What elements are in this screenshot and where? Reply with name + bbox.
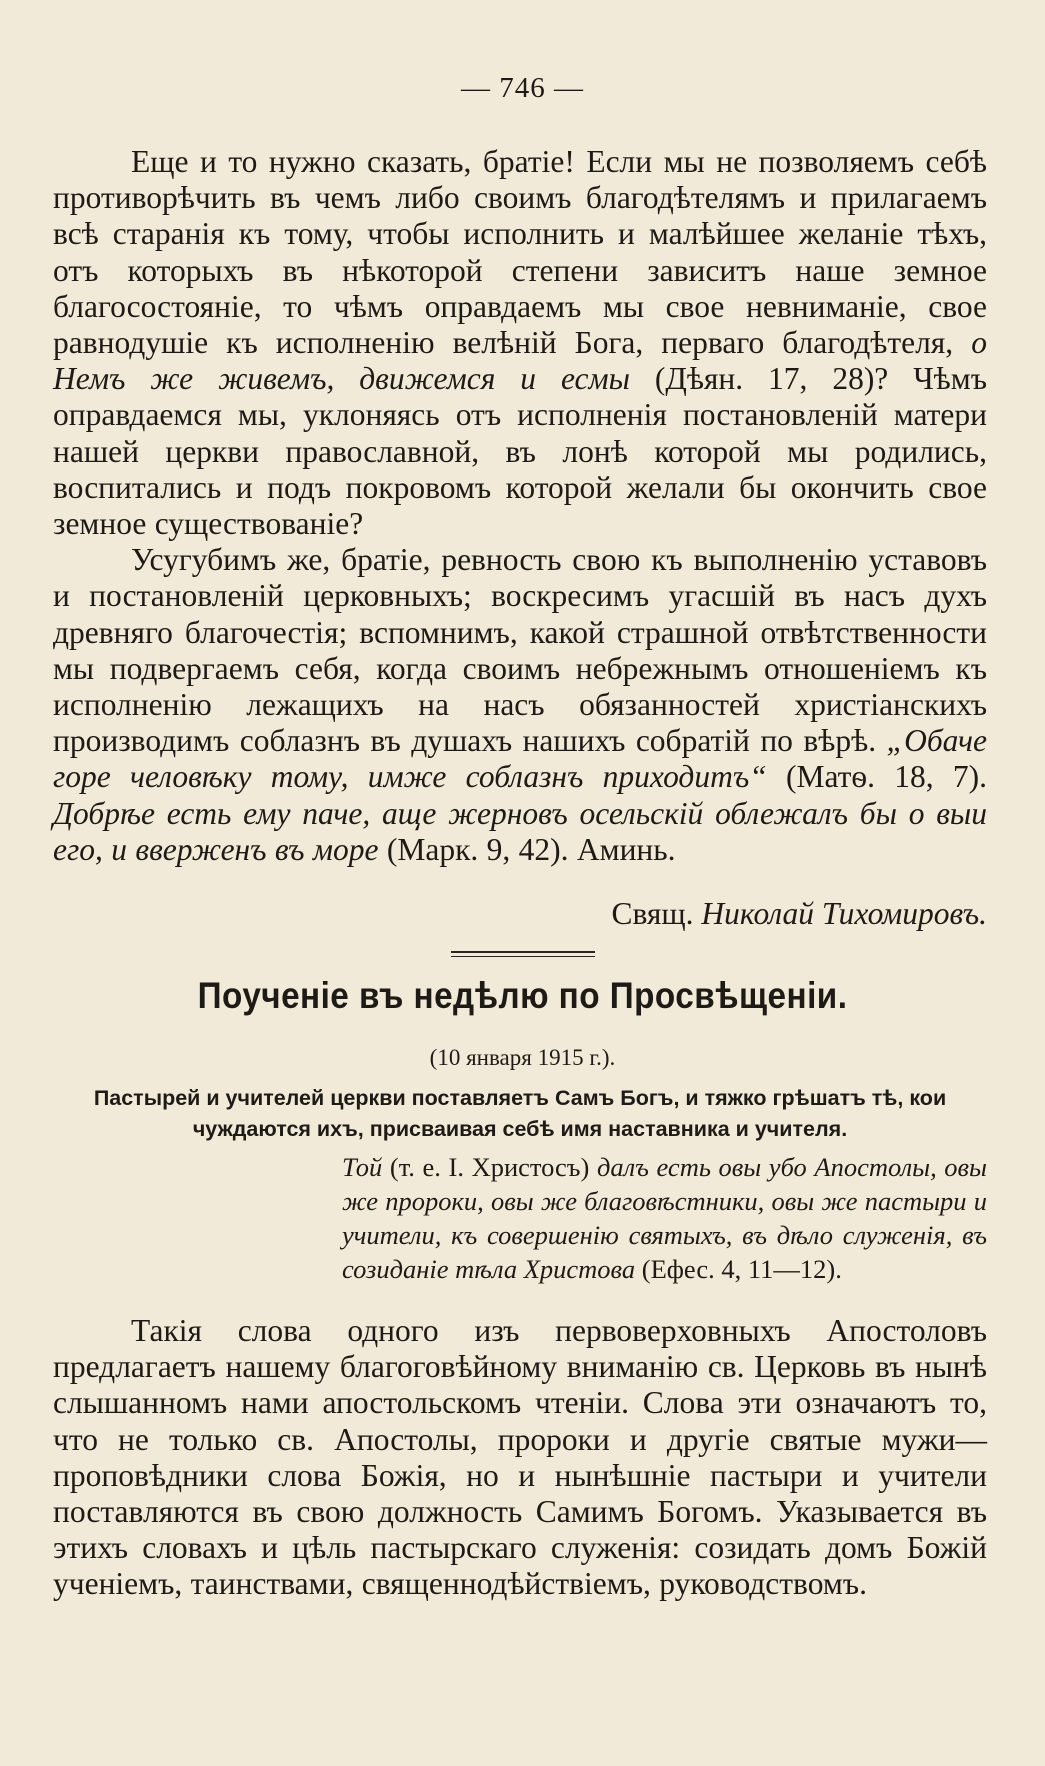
signature-prefix: Свящ.: [611, 896, 702, 931]
paragraph-2: [53, 542, 987, 868]
signature-name: Николай Тихомировъ.: [701, 896, 987, 931]
sermon-title: Поученіе въ недѣлю по Просвѣщеніи.: [197, 975, 848, 1016]
paragraph-2-text-a: Усугубимъ же, братіе, ревность свою къ выполненію уставовъ и постановленій церковныхъ; воскресимъ угасшій въ насъ духъ древняго благочестія; вспомнимъ, какой страшной отвѣтственности мы подвергаемъ себя, когда своимъ небрежнымъ отношеніемъ къ исполненію лежащихъ на насъ обязанностей христіанскихъ производимъ соблазнъ въ душахъ нашихъ собратій по вѣрѣ.: [53, 542, 987, 759]
sermon-body: [53, 1313, 987, 1603]
paragraph-2-text-c: (Марк. 9, 42). Аминь.: [378, 831, 676, 867]
epigraph-text-a: (т. е. І. Христосъ): [382, 1152, 597, 1182]
page-number: — 746 —: [461, 72, 584, 104]
sermon-thesis: Пастырей и учителей церкви поставляетъ Самъ Богъ, и тяжко грѣшатъ тѣ, кои чуждаются ихъ, присваивая себѣ имя наставника и учителя.: [93, 1086, 947, 1141]
scripture-quote-mark: Добрѣе есть ему паче, аще жерновъ осельскій облежалъ бы о выи его, и вверженъ въ море: [53, 795, 987, 867]
paragraph-1-text-a: Еще и то нужно сказать, братіе! Если мы не позволяемъ себѣ противорѣчить въ чемъ либо своимъ благодѣтелямъ и прилагаемъ всѣ старанія къ тому, чтобы исполнить и малѣйшее желаніе тѣхъ, отъ которыхъ въ нѣкоторой степени зависитъ наше земное благосостояніе, то чѣмъ оправдаемъ мы свое невниманіе, свое равнодушіе къ исполненію велѣній Бога, перваго благодѣтеля,: [53, 144, 987, 361]
epigraph-reference: (Ефес. 4, 11—12).: [635, 1254, 842, 1284]
scripture-quote-matthew: „Обаче горе человѣку тому, имже соблазнъ приходитъ“: [53, 723, 987, 795]
epigraph: [342, 1150, 987, 1286]
signature: [611, 896, 987, 932]
section-divider: [451, 951, 595, 957]
sermon-ending: [53, 144, 987, 868]
scripture-quote-acts: о Немъ же живемъ, движемся и есмы: [53, 325, 987, 397]
paragraph-1-text-b: (Дѣян. 17, 28)? Чѣмъ оправдаемся мы, уклоняясь отъ исполненія постановленій матери нашей церкви православной, въ лонѣ которой мы родились, воспитались и подъ покровомъ которой желали бы окончить свое земное существованіе?: [53, 361, 987, 542]
paragraph-3: Такія слова одного изъ первоверховныхъ Апостоловъ предлагаетъ нашему благоговѣйному вниманію св. Церковь въ нынѣ слышанномъ нами апостольскомъ чтеніи. Слова эти означаютъ то, что не только св. Апостолы, пророки и другіе святые мужи—проповѣдники слова Божія, но и нынѣшніе пастыри и учители поставляются въ свою должность Самимъ Богомъ. Указывается въ этихъ словахъ и цѣль пастырскаго служенія: созидать домъ Божій ученіемъ, таинствами, священнодѣйствіемъ, руководствомъ.: [53, 1313, 987, 1602]
epigraph-quote-start: Той: [342, 1152, 383, 1182]
sermon-date: (10 января 1915 г.).: [429, 1045, 616, 1070]
paragraph-2-text-b: (Матѳ. 18, 7).: [766, 759, 988, 795]
paragraph-1: [53, 144, 987, 542]
epigraph-quote: далъ есть овы убо Апостолы, овы же пророки, овы же благовѣстники, овы же пастыри и учители, къ совершенію святыхъ, въ дѣло служенія, въ созиданіе тѣла Христова: [342, 1152, 988, 1284]
